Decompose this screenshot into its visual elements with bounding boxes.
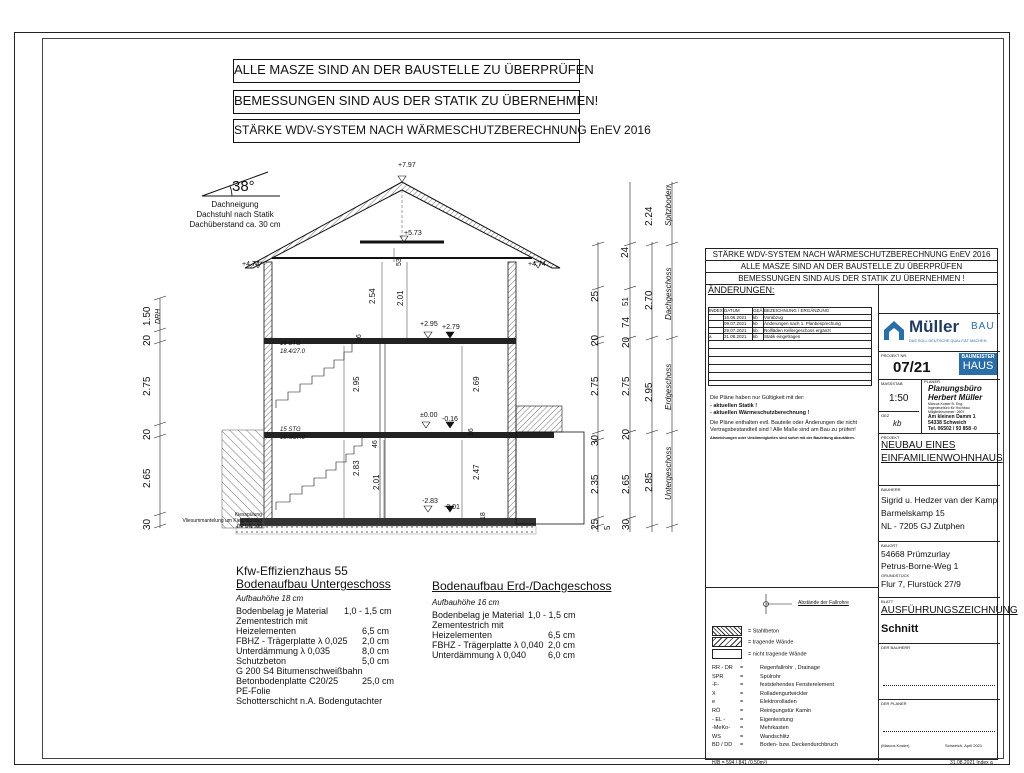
planner-sign-line xyxy=(883,731,995,732)
inner-dim: 2.83 xyxy=(352,460,361,476)
right-dim: 74 xyxy=(621,316,632,328)
buildup-row xyxy=(236,676,416,686)
kfw-title: Kfw-Effizienzhaus 55 xyxy=(236,564,348,578)
right-dim: 25 xyxy=(590,518,601,530)
buildup-layer: Unterdämmung λ 0,040 xyxy=(432,650,527,660)
notice-wdv: STÄRKE WDV-SYSTEM NACH WÄRMESCHUTZBERECHNUNG EnEV 2016 xyxy=(233,119,580,143)
planner-detail: Marcus Koster B. Eng. xyxy=(928,402,964,406)
tb-divider xyxy=(879,541,1000,542)
buildup-thickness: 6,5 cm xyxy=(362,626,390,636)
abbr-eq: = xyxy=(740,733,744,740)
buildup-layer: Schutzbeton xyxy=(236,656,287,666)
roof-note: Dachneigung xyxy=(211,200,259,209)
level-eave-right: +4.74 xyxy=(528,261,546,268)
legend-eq: = xyxy=(748,639,752,646)
changes-cell xyxy=(709,328,724,334)
abbr-eq: = xyxy=(740,707,744,714)
buildup-layer: PE-Folie xyxy=(236,686,271,696)
planner-sign-place: Schweich, April 2021 xyxy=(945,743,983,748)
plot-label: GRUNDSTÜCK xyxy=(881,573,910,578)
project-nr-label: PROJEKT NR. xyxy=(881,353,908,358)
legend-abbr-row xyxy=(712,707,838,716)
abbr-text: Spülrohr xyxy=(760,673,781,680)
eg-buildup-title: Bodenaufbau Erd-/Dachgeschoss xyxy=(432,579,612,593)
tb-divider xyxy=(879,699,1000,700)
buildup-row xyxy=(432,630,612,640)
right-dim: 25 xyxy=(590,290,601,302)
inner-dim: 2.01 xyxy=(396,290,405,306)
abbr: - EL - xyxy=(712,716,726,723)
project-label: PROJEKT xyxy=(881,435,900,440)
abbr: -MeKo- xyxy=(712,725,731,732)
changes-col: BEZEICHNUNG / ERGÄNZUNG xyxy=(764,308,830,313)
changes-cell: kb xyxy=(753,315,764,321)
ug-buildup-height: Aufbauhöhe 18 cm xyxy=(236,594,304,603)
drain-label xyxy=(176,512,262,530)
tb-header xyxy=(706,249,997,285)
legend-abbr-row xyxy=(712,724,838,733)
legend-wall-row xyxy=(712,626,807,637)
changes-col: GEÄ xyxy=(753,308,763,313)
right-dim: 2.75 xyxy=(621,376,632,396)
buildup-thickness: 2,0 cm xyxy=(548,640,576,650)
changes-cell xyxy=(709,321,724,327)
abbr-text: Boden- bzw. Deckendurchbruch xyxy=(760,742,838,749)
buildup-row xyxy=(236,646,416,656)
tb-header-line: STÄRKE WDV-SYSTEM NACH WÄRMESCHUTZBERECHNUNG EnEV 2016 xyxy=(706,249,997,261)
project-nr: 07/21 xyxy=(893,359,931,376)
buildup-layer: Zementestrich mit xyxy=(236,616,308,626)
changes-cell: 29.07.2021 xyxy=(724,328,753,334)
validity-title: Die Pläne haben nur Gültigkeit mit der: xyxy=(710,395,805,401)
changes-cell: kb xyxy=(753,328,764,334)
abbr-text: Wandschlitz xyxy=(760,733,790,740)
left-dim: DRH xyxy=(155,308,162,324)
badge xyxy=(959,353,997,375)
inner-dim: 53 xyxy=(396,258,403,266)
ug-buildup-title: Bodenaufbau Untergeschoss xyxy=(236,577,391,591)
legend-abbr-row xyxy=(712,664,838,673)
abbr-eq: = xyxy=(740,665,744,671)
right-dim: 2.65 xyxy=(621,474,632,494)
changes-col: INDEX xyxy=(709,308,723,313)
eg-buildup-height: Aufbauhöhe 16 cm xyxy=(432,598,500,607)
inner-dim: 46 xyxy=(372,440,379,448)
footer-paper-size: H/B = 594 / 841 (0.50m²) xyxy=(712,760,768,766)
validity-item: - aktuellen Wärmeschutzberechnung ! xyxy=(710,410,810,416)
changes-row xyxy=(708,321,872,328)
buildup-thickness: 1,0 - 1,5 cm xyxy=(528,610,576,620)
level-collar: +5.73 xyxy=(404,230,422,237)
legend xyxy=(706,587,878,762)
level-og-floor: +2.95 xyxy=(420,321,438,328)
changes-cell: 31.08.2021 xyxy=(724,334,753,340)
buildup-layer: Betonbodenplatte C20/25 xyxy=(236,676,339,686)
changes-cell: Rollläden Kellergeschoss ergänzt xyxy=(764,327,831,333)
legend-abbr-row xyxy=(712,673,838,682)
right-dim: 2.85 xyxy=(644,472,655,492)
legend-abbr-row xyxy=(712,690,838,699)
title-block xyxy=(705,248,1018,760)
buildup-layer: Bodenbelag je Material xyxy=(236,606,329,616)
eg-buildup-list xyxy=(432,610,612,660)
right-dim: 30 xyxy=(621,518,632,530)
buildup-row xyxy=(236,656,416,666)
abbr: -F- xyxy=(712,682,720,689)
changes-cell: kb xyxy=(753,334,764,340)
buildup-row xyxy=(236,606,416,616)
tb-header-line: BEMESSUNGEN SIND AUS DER STATIK ZU ÜBERNEHMEN ! xyxy=(706,273,997,285)
bearing-wall-swatch xyxy=(712,637,742,647)
legend-eq: = xyxy=(748,651,752,658)
inner-dim: 2.54 xyxy=(368,288,377,304)
planner-detail: Mitgliedsnummer: 2607 xyxy=(928,410,965,414)
drawn-by-value: kb xyxy=(893,419,902,428)
legend-abbr-row xyxy=(712,733,838,742)
changes-cell: 16.06.2021 xyxy=(724,315,753,321)
planner-detail: 54338 Schweich xyxy=(928,420,967,426)
buildup-thickness: 5,0 cm xyxy=(362,656,390,666)
notice-measure-check: ALLE MASZE SIND AN DER BAUSTELLE ZU ÜBERPRÜFEN xyxy=(233,59,580,83)
buildup-layer: Heizelementen xyxy=(236,626,297,636)
site-line: 54668 Prümzurlay xyxy=(881,549,950,559)
planner-name: Planungsbüro xyxy=(928,384,982,393)
logo xyxy=(883,317,997,349)
client-line: Barmelskamp 15 xyxy=(881,508,945,518)
right-dim: 2.35 xyxy=(590,474,601,494)
tb-right-column xyxy=(878,285,1018,761)
changes-col: DATUM xyxy=(724,308,753,314)
gravel-bed xyxy=(236,526,536,534)
legend-abbreviations xyxy=(712,664,838,750)
changes-cell: kb xyxy=(753,321,764,327)
ug-buildup-list xyxy=(236,606,416,706)
planner-label: PLANER xyxy=(924,379,941,384)
roof-angle-value: 38° xyxy=(232,178,255,195)
project-name: EINFAMILIENWOHNHAUS xyxy=(881,453,1003,464)
buildup-thickness: 6,0 cm xyxy=(548,650,576,660)
validity-note: Die Pläne enthalten evtl. Bauteile oder Änderungen die nicht Vertragsbestandteil sind ! Alle Maße sind am Bau zu prüfen! xyxy=(710,419,858,433)
buildup-row xyxy=(236,696,416,706)
section-drawing xyxy=(0,150,700,570)
buildup-layer: Heizelementen xyxy=(432,630,493,640)
level-eg-floor-raw: -0.16 xyxy=(442,416,458,423)
logo-tagline: DAS SOLL DEUTSCHE QUALITÄT MACHEN xyxy=(909,339,987,343)
abbr-text: Rolladengurtwickler xyxy=(760,690,808,697)
abbr: RÖ xyxy=(712,707,721,714)
client-line: NL - 7205 GJ Zutphen xyxy=(881,521,965,531)
inner-dim: 2.95 xyxy=(352,376,361,392)
level-eg-floor: ±0.00 xyxy=(420,412,438,419)
inner-dim: 2.01 xyxy=(372,474,381,490)
left-dim: 1.50 xyxy=(142,306,153,326)
planner-detail: Ingenieurbüro für Hochbau xyxy=(928,406,970,410)
notice-statics: BEMESSUNGEN SIND AUS DER STATIK ZU ÜBERNEHMEN! xyxy=(233,90,580,114)
abbr-eq: = xyxy=(740,725,744,732)
buildup-layer: FBHZ - Trägerplatte λ 0,040 xyxy=(432,640,544,650)
buildup-thickness: 8,0 cm xyxy=(362,646,390,656)
planner-detail: Tel. 06502 / 93 858 -0 xyxy=(928,426,977,432)
planner-name: Herbert Müller xyxy=(928,393,983,402)
legend-abbr-row xyxy=(712,741,838,750)
concrete-swatch xyxy=(712,626,742,636)
right-dim: 24 xyxy=(620,246,631,258)
legend-text: Stahlbeton xyxy=(752,628,780,635)
validity-small: Abweichungen oder Unstimmigkeiten sind sofort mit der Bauleitung abzuklären. xyxy=(710,435,855,440)
floor-name: Dachgeschoss xyxy=(664,267,673,320)
site-line: Petrus-Borne-Weg 1 xyxy=(881,561,959,571)
scale-value: 1:50 xyxy=(889,393,909,404)
buildup-row xyxy=(432,610,612,620)
right-dim: 20 xyxy=(621,428,632,440)
scale-label: MASSSTAB xyxy=(881,381,903,386)
level-eave-left: +4.74 xyxy=(242,261,260,268)
right-dim: 51 xyxy=(621,297,630,306)
level-ridge: +7.97 xyxy=(398,162,416,169)
plot-value: Flur 7, Flurstück 27/9 xyxy=(881,579,961,589)
right-dim: 20 xyxy=(590,334,601,346)
buildup-layer: Zementestrich mit xyxy=(432,620,504,630)
drain-label-line: Kiesspülung xyxy=(234,512,262,518)
legend-abbr-row xyxy=(712,716,838,725)
left-dim-chain xyxy=(154,296,166,528)
abbr-eq: = xyxy=(740,742,744,749)
abbr: WS xyxy=(712,733,721,740)
legend-eq: = xyxy=(748,628,752,635)
client-sign-label: DER BAUHERR xyxy=(881,645,911,650)
client-label: BAUHERR xyxy=(881,487,901,492)
abbr: e xyxy=(712,699,716,706)
planner-sign-name: (Marcus Koster) xyxy=(881,743,910,748)
changes-cell: Vorabzug xyxy=(764,314,784,320)
validity-block xyxy=(710,395,872,442)
level-ug-floor-raw: -3.01 xyxy=(444,504,460,511)
abbr: BD / DD xyxy=(712,742,733,749)
floor-name: Untergeschoss xyxy=(664,446,673,500)
downpipe-symbol-icon xyxy=(736,592,796,616)
roof xyxy=(245,182,560,268)
non-bearing-swatch xyxy=(712,649,742,659)
drain-label-line: Vliesummantelung um Kiespackung xyxy=(182,518,262,524)
inner-dim-lines xyxy=(344,248,462,518)
logo-suffix: BAU xyxy=(971,321,995,332)
right-dim: 30 xyxy=(590,434,601,446)
abbr: RR - DR xyxy=(712,665,733,671)
buildup-row xyxy=(236,626,416,636)
abbr-text: feststehendes Fensterelement xyxy=(760,682,834,689)
changes-cell: a xyxy=(709,334,724,340)
stair-upper-ratio: 18.4/27.0 xyxy=(280,349,306,355)
changes-header xyxy=(708,307,872,315)
changes-cell: Statik eingetragen xyxy=(764,334,801,340)
roof-note: Dachstuhl nach Statik xyxy=(196,210,274,219)
tb-divider xyxy=(879,485,1000,486)
changes-empty-rows xyxy=(708,341,872,386)
right-dim: 2.75 xyxy=(590,376,601,396)
validity-item: - aktuellen Statik ! xyxy=(710,402,758,409)
legend-wall-row xyxy=(712,649,807,660)
legend-abbr-row xyxy=(712,681,838,690)
planner-detail: Am kleinen Damm 1 xyxy=(928,414,976,420)
abbr-eq: = xyxy=(740,716,744,723)
buildup-layer: G 200 S4 Bitumenschweißbahn xyxy=(236,666,363,676)
footer-date-index: 31.08.2021 Index a xyxy=(950,760,993,766)
buildup-row xyxy=(236,636,416,646)
stair-upper-count: 16 STG xyxy=(280,341,301,347)
right-dim: 5 xyxy=(603,525,612,530)
sheet-subtitle: Schnitt xyxy=(881,623,919,635)
changes-cell: 09.07.2021 xyxy=(724,321,753,327)
badge-top: BAUMEISTER xyxy=(961,354,995,360)
buildup-thickness: 2,0 cm xyxy=(362,636,390,646)
right-dim: 2.24 xyxy=(644,206,655,226)
buildup-row xyxy=(236,666,416,676)
changes-row xyxy=(708,334,872,341)
stair-upper-label xyxy=(280,340,305,356)
changes-title: ÄNDERUNGEN: xyxy=(708,285,775,295)
buildup-row xyxy=(432,620,612,630)
project-name: NEUBAU EINES xyxy=(881,440,956,451)
stair-lower-count: 15 STG xyxy=(280,427,301,433)
abbr: X xyxy=(712,690,716,697)
right-dim: 20 xyxy=(621,336,632,348)
inner-dim: 16 xyxy=(356,334,363,342)
buildup-thickness: 25,0 cm xyxy=(362,676,395,686)
abbr-eq: = xyxy=(740,690,744,697)
abbr-text: Elektrorolladen xyxy=(760,699,797,706)
planner-sign-label: DER PLANER xyxy=(881,701,907,706)
drain-label-line: DP DN 100 xyxy=(236,524,262,530)
legend-text: nicht tragende Wände xyxy=(752,651,807,658)
buildup-row xyxy=(432,650,612,660)
abbr: SPR xyxy=(712,673,724,680)
abbr-text: Eigenleistung xyxy=(760,716,794,723)
abbr-text: Reinigungstür Kamin xyxy=(760,707,812,714)
client-sign-line xyxy=(883,685,995,686)
abbr-text: Mehrkasten xyxy=(760,725,789,732)
buildup-layer: Schotterschicht n.A. Bodengutachter xyxy=(236,696,383,706)
level-og-floor-raw: +2.79 xyxy=(442,324,460,331)
floor-name: Erdgeschoss xyxy=(664,363,673,410)
inner-dim: 16 xyxy=(468,428,475,436)
logo-name: Müller xyxy=(909,317,960,336)
legend-abbr-row xyxy=(712,698,838,707)
buildup-layer: Unterdämmung λ 0,035 xyxy=(236,646,331,656)
buildup-thickness: 1,0 - 1,5 cm xyxy=(344,606,392,616)
tb-divider xyxy=(879,643,1000,644)
left-dim: 20 xyxy=(142,334,153,346)
changes-cell: Änderungen nach 1. Planbesprechung xyxy=(764,321,841,327)
left-dim: 2.75 xyxy=(142,376,153,396)
inner-dim: 18 xyxy=(480,512,487,520)
client-line: Sigrid u. Hedzer van der Kamp xyxy=(881,495,998,505)
buildup-row xyxy=(236,686,416,696)
left-dim: 30 xyxy=(142,518,153,530)
left-dim: 20 xyxy=(142,428,153,440)
tb-divider xyxy=(879,351,1000,352)
buildup-row xyxy=(432,640,612,650)
inner-dim: 2.69 xyxy=(472,376,481,392)
buildup-layer: FBHZ - Trägerplatte λ 0,025 xyxy=(236,636,348,646)
abbr-eq: = xyxy=(740,682,744,689)
stair-lower-ratio: 18.9/27.0 xyxy=(280,435,306,441)
tb-divider xyxy=(879,411,919,412)
legend-text: tragende Wände xyxy=(752,639,794,646)
legend-title: Abstände der Fallrohre xyxy=(798,600,849,606)
legend-walls xyxy=(712,626,807,660)
roof-note: Dachüberstand ca. 30 cm xyxy=(189,220,281,229)
right-dim: 2.70 xyxy=(644,290,655,310)
changes-row xyxy=(708,328,872,335)
tb-divider xyxy=(879,313,1000,314)
buildup-layer: Bodenbelag je Material xyxy=(432,610,525,620)
tb-header-line: ALLE MASZE SIND AN DER BAUSTELLE ZU ÜBERPRÜFEN xyxy=(706,261,997,273)
buildup-thickness: 6,5 cm xyxy=(548,630,576,640)
badge-bottom: HAUS xyxy=(962,360,994,372)
legend-wall-row xyxy=(712,637,807,648)
changes-cell xyxy=(709,315,724,321)
left-dim: 2.65 xyxy=(142,468,153,488)
sheet-title: AUSFÜHRUNGSZEICHNUNG xyxy=(881,605,1018,616)
inner-dim: 2.47 xyxy=(472,464,481,480)
walls xyxy=(264,262,516,522)
tb-divider xyxy=(879,597,1000,598)
changes-table xyxy=(708,307,872,386)
floor-name: Spitzboden xyxy=(664,185,673,226)
logo-house-icon xyxy=(883,319,905,341)
stair-lower-label xyxy=(280,426,305,442)
tb-divider xyxy=(879,433,1000,434)
right-dim: 2.95 xyxy=(644,382,655,402)
sheet-label: BLATT xyxy=(881,599,894,604)
level-ug-floor: -2.83 xyxy=(422,498,438,505)
abbr-text: Regenfallrohr , Drainage xyxy=(760,665,820,671)
buildup-row xyxy=(236,616,416,626)
abbr-eq: = xyxy=(740,699,744,706)
drawn-by-label: GEZ xyxy=(881,413,890,418)
abbr-eq: = xyxy=(740,673,744,680)
site-label: BAUORT xyxy=(881,543,898,548)
planner-block xyxy=(921,379,1001,433)
